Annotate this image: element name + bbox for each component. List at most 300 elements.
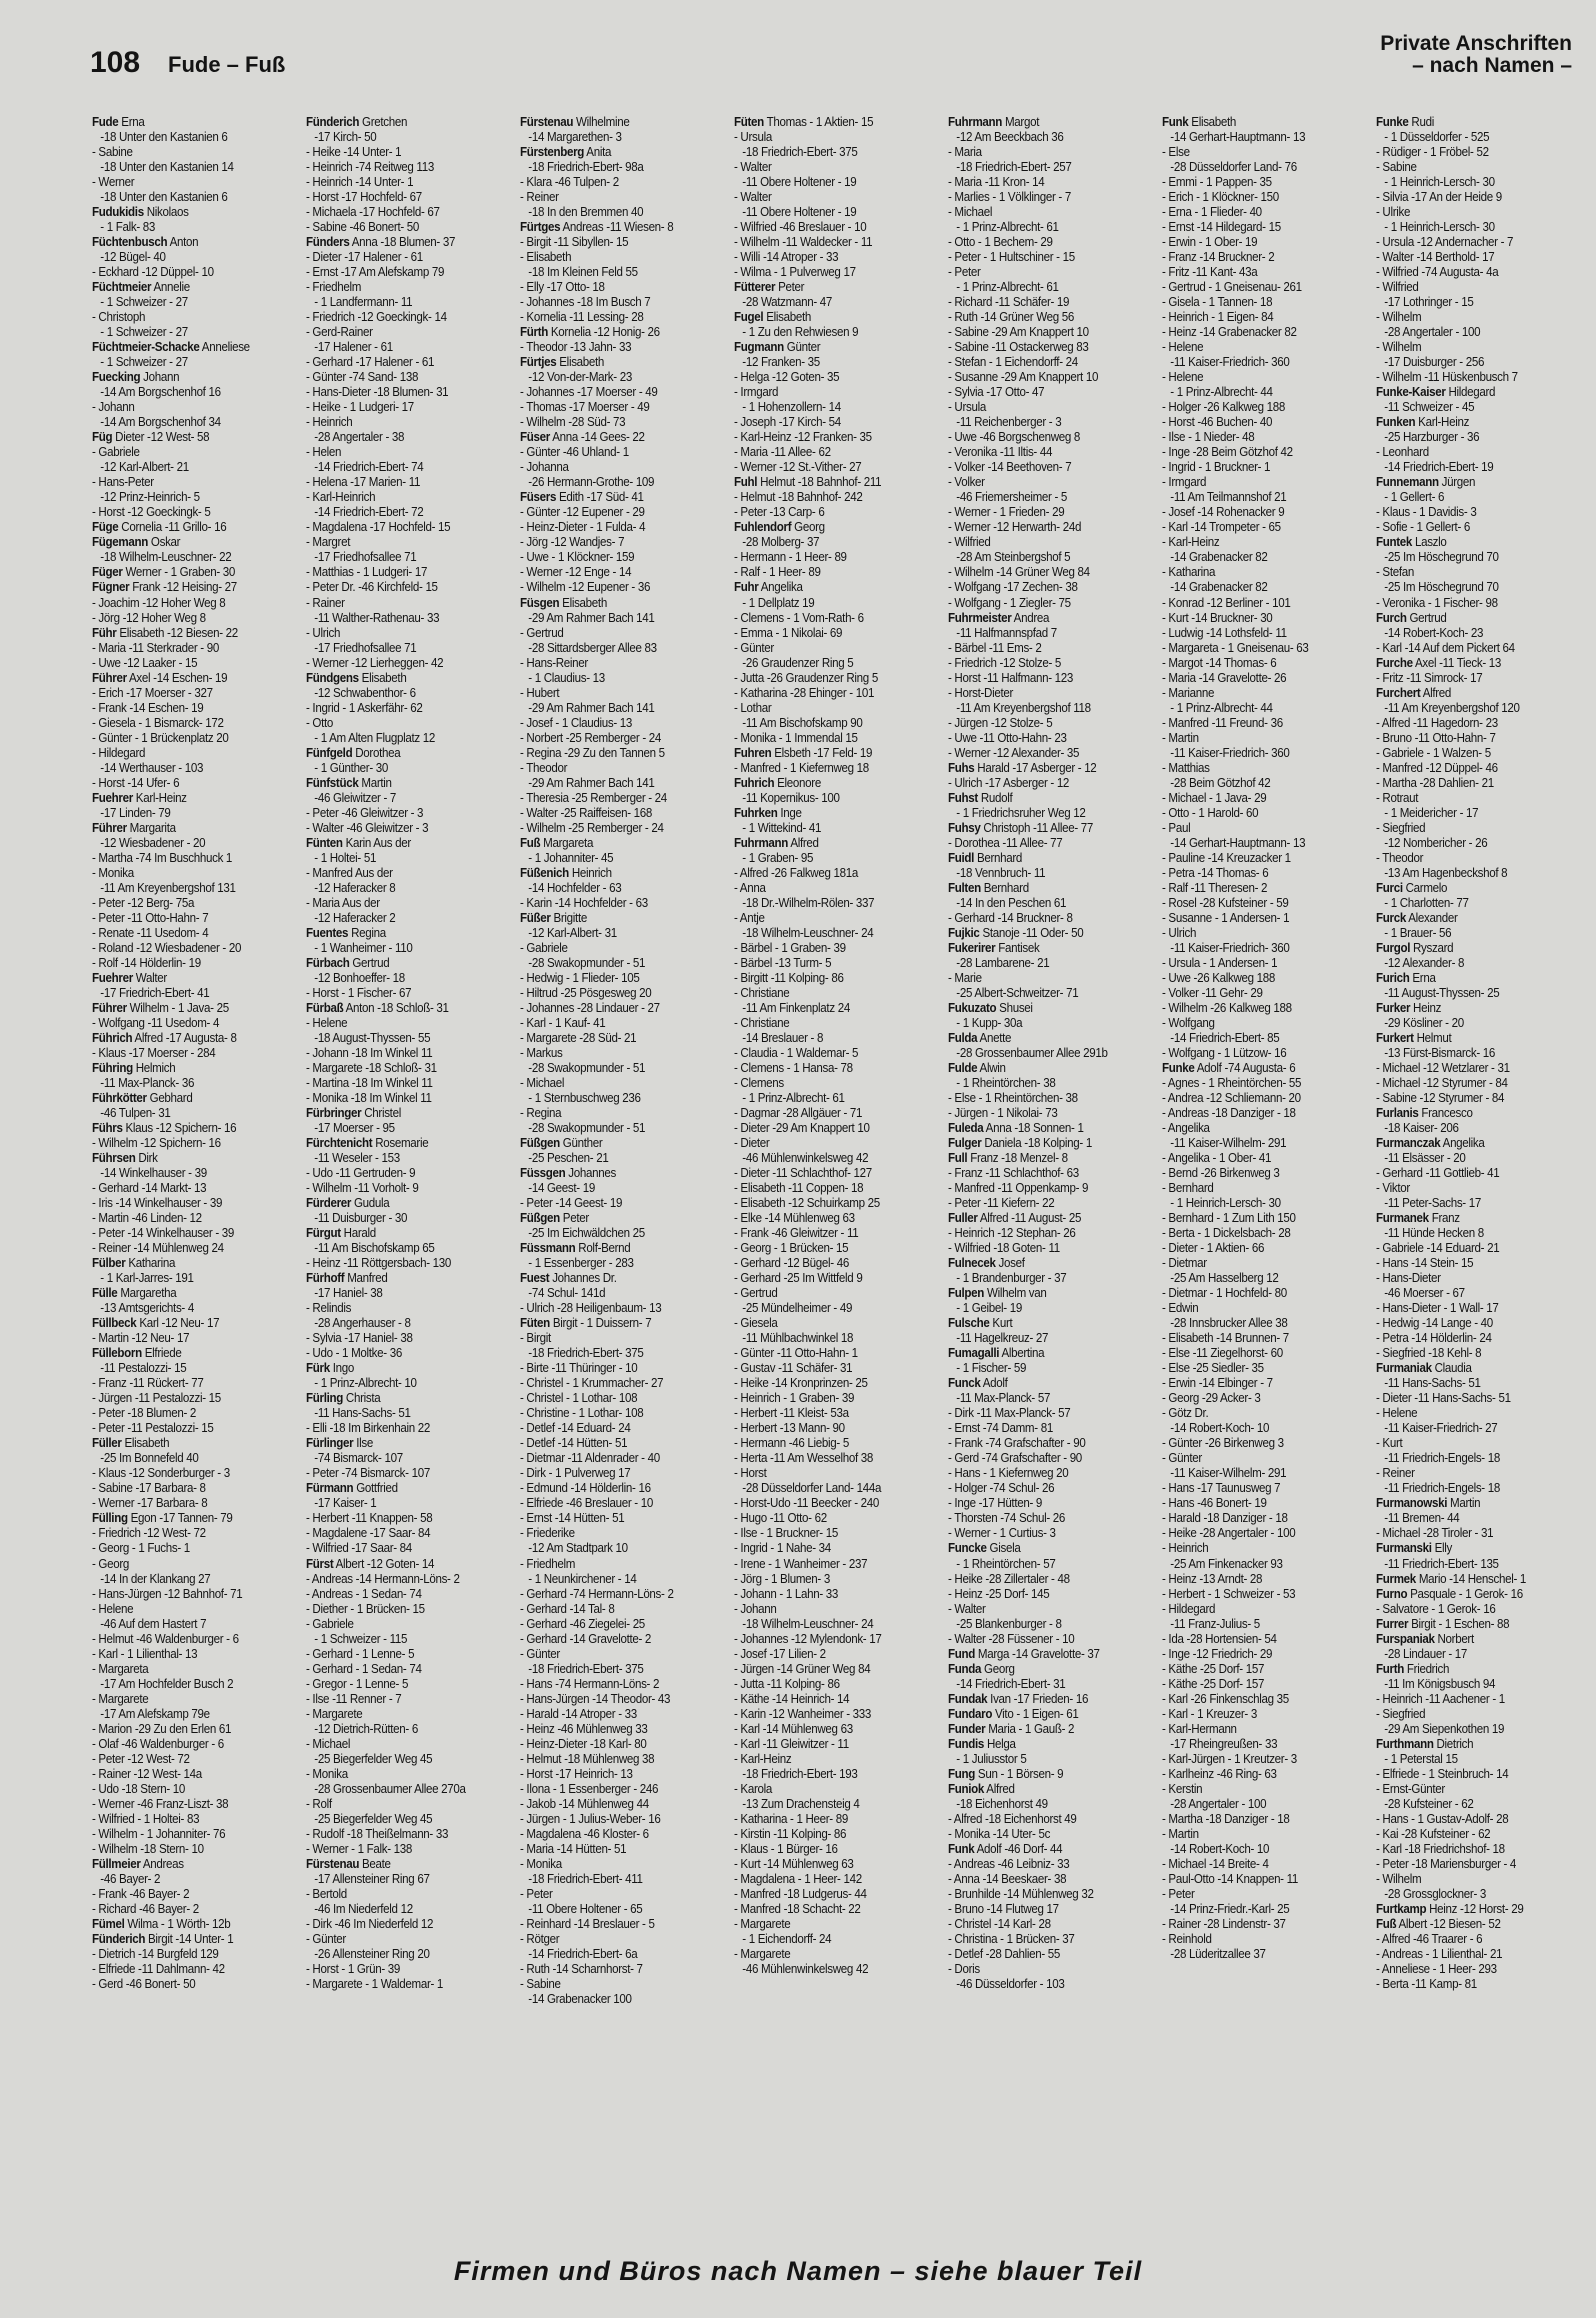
directory-entry: Fulnecek Josef: [948, 1256, 1025, 1271]
directory-entry: - Clemens: [734, 1076, 784, 1090]
directory-entry: Furno Pasquale - 1 Gerok- 16: [1376, 1586, 1523, 1601]
directory-entry: - Wilhelm -26 Kalkweg 188: [1162, 1000, 1292, 1015]
directory-entry: - Gabriele - 1 Walzen- 5: [1376, 745, 1491, 760]
directory-entry: -18 Im Kleinen Feld 55: [528, 265, 638, 280]
directory-entry: - 1 Dellplatz 19: [742, 595, 815, 610]
directory-entry: - Heinrich - 1 Graben- 39: [734, 1391, 855, 1406]
directory-entry: - Peter -18 Blumen- 2: [92, 1406, 197, 1421]
directory-entry: Funk Elisabeth: [1162, 115, 1237, 129]
directory-entry: -18 Unter den Kastanien 6: [100, 130, 228, 145]
directory-entry: -11 Max-Planck- 57: [956, 1391, 1051, 1406]
directory-entry: - Wilhelm -11 Hüskenbusch 7: [1376, 370, 1518, 385]
directory-entry: - Ingrid - 1 Bruckner- 1: [1162, 460, 1271, 475]
directory-entry: - Fritz -11 Kant- 43a: [1162, 265, 1258, 280]
directory-entry: - Fritz -11 Simrock- 17: [1376, 670, 1483, 685]
directory-entry: - Frank -74 Grafschafter - 90: [948, 1436, 1086, 1451]
directory-entry: - Volker -11 Gehr- 29: [1162, 985, 1263, 1000]
directory-entry: - Maria -14 Hütten- 51: [520, 1841, 627, 1856]
directory-entry: - Maria -11 Sterkrader - 90: [92, 640, 219, 655]
directory-entry: - Dirk -11 Max-Planck- 57: [948, 1406, 1071, 1421]
directory-entry: -11 Franz-Julius- 5: [1170, 1616, 1260, 1631]
directory-entry: - Josef -17 Lilien- 2: [734, 1646, 826, 1661]
directory-entry: -13 Zum Drachensteig 4: [742, 1796, 860, 1811]
directory-entry: - Joseph -17 Kirch- 54: [734, 415, 841, 430]
directory-entry: - Else - 1 Rheintörchen- 38: [948, 1091, 1078, 1106]
directory-entry: - Werner -12 Lierheggen- 42: [306, 655, 444, 670]
directory-entry: - Friederike: [520, 1526, 575, 1541]
directory-entry: - Dieter -29 Am Knappert 10: [734, 1121, 870, 1136]
directory-entry: -11 Obere Holtener - 19: [742, 205, 857, 220]
directory-entry: Fundak Ivan -17 Frieden- 16: [948, 1691, 1089, 1706]
directory-entry: - Peter -74 Bismarck- 107: [306, 1466, 430, 1481]
directory-entry: - Wilhelm: [1376, 310, 1422, 325]
directory-entry: - Olaf -46 Waldenburger - 6: [92, 1736, 224, 1751]
directory-entry: - Heinz-Dieter - 1 Fulda- 4: [520, 520, 646, 535]
directory-entry: - Johannes -17 Moerser - 49: [520, 385, 658, 400]
directory-entry: -17 Linden- 79: [100, 805, 171, 820]
directory-entry: Fülle Margaretha: [92, 1286, 177, 1301]
directory-entry: - Uwe -11 Otto-Hahn- 23: [948, 730, 1067, 745]
directory-entry: - Ulrich -28 Heiligenbaum- 13: [520, 1301, 662, 1316]
directory-entry: - Monika: [306, 1766, 348, 1781]
directory-entry: - Gerd-Rainer: [306, 325, 373, 340]
directory-entry: Füssgen Johannes: [520, 1166, 616, 1181]
directory-entry: - Birgit -11 Sibyllen- 15: [520, 235, 629, 250]
directory-entry: - Ulrich: [1162, 925, 1197, 940]
directory-entry: -28 Angerhauser - 8: [314, 1316, 411, 1331]
directory-entry: - 1 Schweizer - 115: [314, 1631, 408, 1646]
directory-entry: Fürbringer Christel: [306, 1106, 401, 1121]
directory-entry: Full Franz -18 Menzel- 8: [948, 1151, 1068, 1166]
directory-entry: -25 Biegerfelder Weg 45: [314, 1811, 433, 1826]
directory-entry: - Regina: [520, 1106, 562, 1121]
column-4: [734, 115, 942, 2260]
directory-entry: - Reiner: [1376, 1466, 1415, 1481]
directory-entry: - Peter -13 Carp- 6: [734, 505, 825, 520]
directory-entry: - Wilma - 1 Pulverweg 17: [734, 265, 856, 280]
directory-entry: - Stefan - 1 Eichendorff- 24: [948, 355, 1078, 370]
directory-entry: - Manfred -18 Schacht- 22: [734, 1901, 861, 1916]
directory-entry: -18 Unter den Kastanien 6: [100, 190, 228, 205]
directory-entry: Fujkic Stanoje -11 Oder- 50: [948, 925, 1084, 940]
directory-entry: -28 Molberg- 37: [742, 535, 820, 550]
directory-entry: - Horst-Udo -11 Beecker - 240: [734, 1496, 880, 1511]
directory-entry: - Magdalena -17 Hochfeld- 15: [306, 520, 451, 535]
directory-entry: -28 Sittardsberger Allee 83: [528, 640, 657, 655]
directory-entry: -14 Hochfelder - 63: [528, 880, 622, 895]
directory-entry: Furck Alexander: [1376, 910, 1458, 925]
directory-entry: - Günter: [734, 640, 774, 655]
directory-entry: - Wolfgang: [1162, 1015, 1215, 1030]
directory-entry: - Hermann - 1 Heer- 89: [734, 550, 847, 565]
directory-entry: Füßer Brigitte: [520, 910, 587, 925]
directory-entry: -11 Kopernikus- 100: [742, 790, 840, 805]
directory-entry: - Veronika -11 Iltis- 44: [948, 445, 1053, 460]
directory-entry: Füge Cornelia -11 Grillo- 16: [92, 520, 227, 535]
directory-entry: -14 Robert-Koch- 10: [1170, 1421, 1270, 1436]
directory-entry: - 1 Schweizer - 27: [100, 325, 188, 340]
directory-entry: - Hans-Peter: [92, 475, 154, 490]
directory-entry: Furchert Alfred: [1376, 685, 1452, 700]
directory-entry: - Sabine -29 Am Knappert 10: [948, 325, 1089, 340]
directory-entry: -11 Am Finkenplatz 24: [742, 1000, 850, 1015]
directory-entry: - Gerd -74 Grafschafter - 90: [948, 1451, 1082, 1466]
directory-entry: -46 Gleiwitzer - 7: [314, 790, 397, 805]
directory-entry: - Johanna: [520, 460, 569, 475]
directory-entry: - 1 Peterstal 15: [1384, 1751, 1458, 1766]
directory-entry: - Gerhard -17 Halener - 61: [306, 355, 435, 370]
directory-entry: - Claudia - 1 Waldemar- 5: [734, 1045, 859, 1060]
directory-entry: Führer Axel -14 Eschen- 19: [92, 670, 228, 685]
directory-entry: -18 August-Thyssen- 55: [314, 1030, 431, 1045]
directory-entry: - Silvia -17 An der Heide 9: [1376, 190, 1502, 205]
directory-entry: - Siegfried -18 Kehl- 8: [1376, 1346, 1482, 1361]
directory-entry: - Hubert: [520, 685, 560, 700]
directory-entry: - Katharina: [1162, 565, 1216, 580]
directory-entry: - Ingrid - 1 Nahe- 34: [734, 1541, 831, 1556]
directory-entry: - Michaela -17 Hochfeld- 67: [306, 205, 440, 220]
directory-entry: Führer Wilhelm - 1 Java- 25: [92, 1000, 229, 1015]
directory-entry: - Helene: [306, 1015, 348, 1030]
directory-entry: Fuhsy Christoph -11 Allee- 77: [948, 820, 1094, 835]
directory-entry: - 1 Hohenzollern- 14: [742, 400, 841, 415]
directory-entry: - Wilhelm: [1376, 340, 1422, 355]
directory-entry: - Hedwig -14 Lange - 40: [1376, 1316, 1493, 1331]
directory-entry: - Karl -11 Gleiwitzer - 11: [734, 1736, 849, 1751]
directory-entry: - Susanne - 1 Andersen- 1: [1162, 910, 1290, 925]
directory-entry: - 1 Prinz-Albrecht- 61: [742, 1091, 845, 1106]
directory-entry: -11 Kaiser-Friedrich- 360: [1170, 940, 1290, 955]
directory-entry: -18 Friedrich-Ebert- 98a: [528, 160, 644, 175]
directory-entry: Füchtmeier-Schacke Anneliese: [92, 340, 250, 355]
directory-entry: Fulpen Wilhelm van: [948, 1286, 1047, 1301]
directory-entry: - Hans - 1 Gustav-Adolf- 28: [1376, 1811, 1509, 1826]
directory-entry: - Richard -46 Bayer- 2: [92, 1901, 199, 1916]
directory-entry: - Regina -29 Zu den Tannen 5: [520, 745, 665, 760]
directory-entry: - Werner: [92, 175, 135, 190]
directory-entry: -11 Hünde Hecken 8: [1384, 1226, 1484, 1241]
directory-entry: - Brunhilde -14 Mühlenweg 32: [948, 1886, 1094, 1901]
directory-entry: - Karl -14 Mühlenweg 63: [734, 1721, 853, 1736]
directory-entry: -11 Max-Planck- 36: [100, 1076, 195, 1090]
directory-entry: - 1 Fischer- 59: [956, 1361, 1027, 1376]
directory-entry: - Doris: [948, 1961, 980, 1976]
directory-entry: -11 Am Kreyenbergshof 131: [100, 880, 236, 895]
directory-entry: - Dorothea -11 Allee- 77: [948, 835, 1063, 850]
column-5: [948, 115, 1156, 2260]
directory-entry: - Dieter -11 Hans-Sachs- 51: [1376, 1391, 1511, 1406]
directory-entry: -11 Kaiser-Friedrich- 27: [1384, 1421, 1498, 1436]
directory-entry: - Monika: [92, 865, 134, 880]
directory-entry: - Giesela - 1 Bismarck- 172: [92, 715, 224, 730]
directory-entry: - 1 Prinz-Albrecht- 61: [956, 220, 1059, 235]
directory-entry: -46 Tulpen- 31: [100, 1106, 171, 1121]
directory-entry: - Sofie - 1 Gellert- 6: [1376, 520, 1471, 535]
directory-entry: - Maria -11 Kron- 14: [948, 175, 1045, 190]
directory-entry: - Wilhelm -28 Süd- 73: [520, 415, 626, 430]
directory-entry: - Horst -14 Ufer- 6: [92, 775, 180, 790]
directory-entry: Fürmann Gottfried: [306, 1481, 398, 1496]
directory-entry: - Else -11 Ziegelhorst- 60: [1162, 1346, 1283, 1361]
directory-entry: Furch Gertrud: [1376, 610, 1447, 625]
directory-entry: - Giesela: [734, 1316, 778, 1331]
directory-entry: -12 Von-der-Mark- 23: [528, 370, 632, 385]
directory-entry: Fuhr Angelika: [734, 580, 803, 595]
directory-entry: - Detlef -28 Dahlien- 55: [948, 1946, 1061, 1961]
directory-entry: - Friedhelm: [306, 280, 362, 295]
directory-entry: - Frank -14 Eschen- 19: [92, 700, 204, 715]
directory-entry: - Stefan: [1376, 565, 1415, 580]
directory-entry: Fuller Alfred -11 August- 25: [948, 1211, 1082, 1226]
directory-entry: - Werner -12 Herwarth- 24d: [948, 520, 1082, 535]
directory-entry: -25 Peschen- 21: [528, 1151, 609, 1166]
directory-entry: - Franz -11 Rückert- 77: [92, 1376, 204, 1391]
directory-entry: - Antje: [734, 910, 765, 925]
directory-entry: - Peter -46 Gleiwitzer - 3: [306, 805, 424, 820]
directory-entry: - Margareta - 1 Gneisenau- 63: [1162, 640, 1309, 655]
directory-entry: - Magdalena - 1 Heer- 142: [734, 1871, 862, 1886]
page-number: 108: [90, 46, 141, 79]
directory-entry: - Walter: [734, 190, 772, 205]
directory-entry: -29 Am Siepenkothen 19: [1384, 1721, 1505, 1736]
directory-entry: - Karl - 1 Kauf- 41: [520, 1015, 606, 1030]
directory-entry: - Markus: [520, 1045, 563, 1060]
directory-entry: - 1 Meiderichеr - 17: [1384, 805, 1479, 820]
directory-entry: - 1 Geibel- 19: [956, 1301, 1022, 1316]
directory-entry: -18 Friedrich-Ebert- 193: [742, 1766, 858, 1781]
directory-entry: - Heinrich -74 Reitweg 113: [306, 160, 434, 175]
directory-entry: - Marianne: [1162, 685, 1215, 700]
directory-entry: -25 Am Hasselberg 12: [1170, 1271, 1279, 1286]
directory-entry: - 1 Schweizer - 27: [100, 295, 188, 310]
directory-entry: - Elke -14 Mühlenweg 63: [734, 1211, 855, 1226]
directory-entry: - Götz Dr.: [1162, 1406, 1209, 1421]
directory-entry: - 1 Zu den Rehwiesen 9: [742, 325, 859, 340]
directory-entry: -25 Harzburger - 36: [1384, 430, 1480, 445]
directory-entry: Fuhrmann Alfred: [734, 835, 819, 850]
directory-entry: -18 Friedrich-Ebert- 375: [528, 1346, 644, 1361]
directory-entry: - Maria: [948, 145, 982, 160]
footer-note: Firmen und Büros nach Namen – siehe blauer Teil: [453, 2256, 1143, 2286]
directory-entry: - Ruth -14 Scharnhorst- 7: [520, 1961, 643, 1976]
directory-entry: -18 In den Bremmen 40: [528, 205, 644, 220]
directory-entry: -25 Albert-Schweitzer- 71: [956, 985, 1079, 1000]
directory-entry: - Bruno -11 Otto-Hahn- 7: [1376, 730, 1496, 745]
directory-entry: - Friedrich -12 Goeckingk- 14: [306, 310, 447, 325]
directory-entry: - Ernst -14 Hildegard- 15: [1162, 220, 1281, 235]
directory-entry: Furker Heinz: [1376, 1000, 1442, 1015]
directory-entry: - Peter: [948, 265, 981, 280]
directory-entry: - Kerstin: [1162, 1781, 1203, 1796]
column-2: [306, 115, 514, 2260]
directory-entry: Fuhrmann Margot: [948, 115, 1040, 129]
directory-entry: Fügemann Oskar: [92, 535, 181, 550]
directory-entry: - Margret: [306, 535, 351, 550]
directory-entry: - Peter Dr. -46 Kirchfeld- 15: [306, 580, 438, 595]
directory-entry: -14 Friedrich-Ebert- 72: [314, 505, 424, 520]
directory-entry: - Maria -11 Allee- 62: [734, 445, 831, 460]
directory-entry: -25 Im Höschegrund 70: [1384, 550, 1499, 565]
directory-entry: - Jürgen - 1 Nikolai- 73: [948, 1106, 1058, 1121]
directory-entry: Führich Alfred -17 Augusta- 8: [92, 1030, 237, 1045]
directory-entry: - Helene: [92, 1601, 134, 1616]
directory-entry: - Frank -46 Gleiwitzer - 11: [734, 1226, 859, 1241]
directory-entry: - Werner - 1 Frieden- 29: [948, 505, 1065, 520]
directory-entry: - Harald -18 Danziger - 18: [1162, 1511, 1288, 1526]
directory-entry: - Ursula: [948, 400, 986, 415]
directory-entry: - Ingrid - 1 Askerfähr- 62: [306, 700, 423, 715]
directory-entry: Fulde Alwin: [948, 1060, 1006, 1075]
directory-entry: - Günter: [306, 1931, 346, 1946]
directory-entry: - Christina - 1 Brücken- 37: [948, 1931, 1075, 1946]
directory-entry: - Hans -14 Stein- 15: [1376, 1256, 1474, 1271]
directory-entry: - Gertrud: [734, 1286, 778, 1301]
directory-entry: - Kurt -14 Mühlenweg 63: [734, 1856, 854, 1871]
directory-entry: - Rainer -28 Lindenstr- 37: [1162, 1916, 1286, 1931]
directory-entry: -11 Peter-Sachs- 17: [1384, 1196, 1481, 1211]
directory-entry: - Theodor: [1376, 850, 1424, 865]
directory-entry: - 1 Am Alten Flugplatz 12: [314, 730, 436, 745]
directory-entry: - Angelika - 1 Ober- 41: [1162, 1151, 1272, 1166]
directory-entry: Fürstenau Beate: [306, 1856, 391, 1871]
directory-entry: -14 Prinz-Friedr.-Karl- 25: [1170, 1901, 1290, 1916]
directory-entry: - Dietmar: [1162, 1256, 1207, 1271]
directory-entry: - Günter -12 Eupener - 29: [520, 505, 645, 520]
directory-entry: -11 Bremen- 44: [1384, 1511, 1460, 1526]
directory-entry: Furspaniak Norbert: [1376, 1631, 1474, 1646]
directory-entry: - Leonhard: [1376, 445, 1429, 460]
directory-entry: - Clemens - 1 Hansa- 78: [734, 1060, 853, 1075]
directory-entry: - Heinz -14 Grabenacker 82: [1162, 325, 1297, 340]
directory-entry: - Ulrike: [1376, 205, 1411, 220]
column-1: [92, 115, 300, 2260]
directory-entry: - Christel - 1 Lothar- 108: [520, 1391, 638, 1406]
directory-entry: -28 Kufsteiner - 62: [1384, 1796, 1474, 1811]
directory-entry: -17 Am Hochfelder Busch 2: [100, 1676, 234, 1691]
directory-entry: - Heinz -25 Dorf- 145: [948, 1586, 1050, 1601]
directory-entry: - Bärbel - 1 Graben- 39: [734, 940, 846, 955]
directory-entry: - Karl-Heinz: [734, 1751, 792, 1766]
directory-entry: - Peter -11 Pestalozzi- 15: [92, 1421, 214, 1436]
directory-entry: - Peter -12 West- 72: [92, 1751, 190, 1766]
directory-entry: -12 Dietrich-Rütten- 6: [314, 1721, 418, 1736]
directory-entry: Fünderich Gretchen: [306, 115, 408, 129]
directory-entry: - Elfriede - 1 Steinbruch- 14: [1376, 1766, 1509, 1781]
directory-entry: -11 Pestalozzi- 15: [100, 1361, 187, 1376]
directory-entry: - Monika: [520, 1856, 562, 1871]
directory-entry: Füssmann Rolf-Bernd: [520, 1241, 631, 1256]
directory-entry: - Erich - 1 Klöckner- 150: [1162, 190, 1279, 205]
directory-entry: - Sabine -46 Bonert- 50: [306, 220, 420, 235]
directory-entry: - Jörg -12 Wandjes- 7: [520, 535, 625, 550]
directory-entry: -11 Walther-Rathenau- 33: [314, 610, 440, 625]
directory-entry: - Harald -14 Atroper - 33: [520, 1706, 637, 1721]
directory-entry: - Ernst-Günter: [1376, 1781, 1445, 1796]
directory-entry: - Wilhelm -25 Remberger - 24: [520, 820, 664, 835]
directory-entry: - Reiner -14 Mühlenweg 24: [92, 1241, 224, 1256]
directory-entry: -17 Halener - 61: [314, 340, 393, 355]
directory-entry: Fuhrken Inge: [734, 805, 802, 820]
directory-entry: - Heinz -46 Mühlenweg 33: [520, 1721, 648, 1736]
directory-entry: Fuß Margareta: [520, 835, 594, 850]
directory-entry: Fuhs Harald -17 Asberger - 12: [948, 760, 1097, 775]
directory-entry: Fuentes Regina: [306, 925, 386, 940]
directory-entry: - Jörg - 1 Blumen- 3: [734, 1571, 830, 1586]
directory-entry: - Michael -12 Wetzlarer - 31: [1376, 1060, 1510, 1075]
directory-entry: - Jürgen -11 Pestalozzi- 15: [92, 1391, 221, 1406]
directory-entry: -18 Vennbruch- 11: [956, 865, 1046, 880]
directory-entry: Führs Klaus -12 Spichern- 16: [92, 1121, 237, 1136]
directory-entry: - Heinrich -12 Stephan- 26: [948, 1226, 1076, 1241]
directory-entry: - Gabriele: [92, 445, 140, 460]
directory-entry: - Hiltrud -25 Pösgesweg 20: [520, 985, 652, 1000]
directory-entry: -17 Lothringer - 15: [1384, 295, 1474, 310]
directory-entry: - Ursula -12 Andernacher - 7: [1376, 235, 1514, 250]
directory-entry: -14 Breslauer - 8: [742, 1030, 824, 1045]
directory-entry: Fulda Anette: [948, 1030, 1012, 1045]
directory-entry: - Bärbel -13 Turm- 5: [734, 955, 832, 970]
directory-entry: - Salvatore - 1 Gerok- 16: [1376, 1601, 1496, 1616]
directory-entry: Fuhst Rudolf: [948, 790, 1013, 805]
directory-entry: - Ilse -11 Renner - 7: [306, 1691, 402, 1706]
directory-entry: - Reinhard -14 Breslauer - 5: [520, 1916, 655, 1931]
directory-entry: -11 Kaiser-Friedrich- 360: [1170, 745, 1290, 760]
directory-entry: Fundaro Vito - 1 Eigen- 61: [948, 1706, 1079, 1721]
directory-entry: -25 Am Finkenacker 93: [1170, 1556, 1283, 1571]
column-3: [520, 115, 728, 2260]
directory-entry: - Petra -14 Thomas- 6: [1162, 865, 1269, 880]
directory-entry: -11 Reichenberger - 3: [956, 415, 1062, 430]
directory-entry: Fürk Ingo: [306, 1361, 354, 1376]
directory-entry: - Karl -14 Auf dem Pickert 64: [1376, 640, 1515, 655]
directory-entry: - 1 Landfermann- 11: [314, 295, 413, 310]
directory-entry: Funtek Laszlo: [1376, 535, 1447, 550]
directory-entry: - 1 Falk- 83: [100, 220, 156, 235]
directory-entry: - Michael -12 Styrumer - 84: [1376, 1076, 1508, 1090]
directory-entry: - Petra -14 Hölderlin- 24: [1376, 1331, 1492, 1346]
directory-entry: - Gerhard - 1 Lenne- 5: [306, 1646, 415, 1661]
directory-entry: - Karl -14 Trompeter - 65: [1162, 520, 1281, 535]
directory-entry: - Peter -18 Mariensburger - 4: [1376, 1856, 1517, 1871]
directory-entry: - 1 Eichendorff- 24: [742, 1931, 832, 1946]
directory-entry: - Rolf: [306, 1796, 332, 1811]
directory-entry: -28 Beim Götzhof 42: [1170, 775, 1271, 790]
directory-entry: - Gerhard - 1 Sedan- 74: [306, 1661, 422, 1676]
directory-entry: - Elfriede -46 Breslauer - 10: [520, 1496, 653, 1511]
directory-entry: Funke Rudi: [1376, 115, 1434, 129]
directory-entry: - 1 Wittekind- 41: [742, 820, 822, 835]
directory-entry: -28 Swakopmunder - 51: [528, 1060, 646, 1075]
directory-entry: - Gabriele -14 Eduard- 21: [1376, 1241, 1500, 1256]
directory-entry: - Wilfried: [1376, 280, 1419, 295]
directory-entry: -12 Bügel- 40: [100, 250, 166, 265]
directory-entry: -13 Amtsgerichts- 4: [100, 1301, 194, 1316]
directory-entry: - Martha -74 Im Buschhuck 1: [92, 850, 233, 865]
directory-entry: Fuest Johannes Dr.: [520, 1271, 617, 1286]
directory-entry: -12 Karl-Albert- 21: [100, 460, 189, 475]
directory-entry: Furmaniak Claudia: [1376, 1361, 1472, 1376]
directory-entry: Führsen Dirk: [92, 1151, 158, 1166]
directory-entry: - Veronika - 1 Fischer- 98: [1376, 595, 1498, 610]
directory-entry: -14 Friedrich-Ebert- 85: [1170, 1030, 1280, 1045]
directory-entry: Fülleborn Elfriede: [92, 1346, 182, 1361]
directory-entry: - Günter -74 Sand- 138: [306, 370, 419, 385]
directory-entry: - Richard -11 Schäfer- 19: [948, 295, 1070, 310]
directory-entry: - Jutta -26 Graudenzer Ring 5: [734, 670, 878, 685]
directory-entry: - Klaus -17 Moerser - 284: [92, 1045, 216, 1060]
directory-entry: - Werner -17 Barbara- 8: [92, 1496, 208, 1511]
directory-entry: - Jutta -11 Kolping- 86: [734, 1676, 840, 1691]
